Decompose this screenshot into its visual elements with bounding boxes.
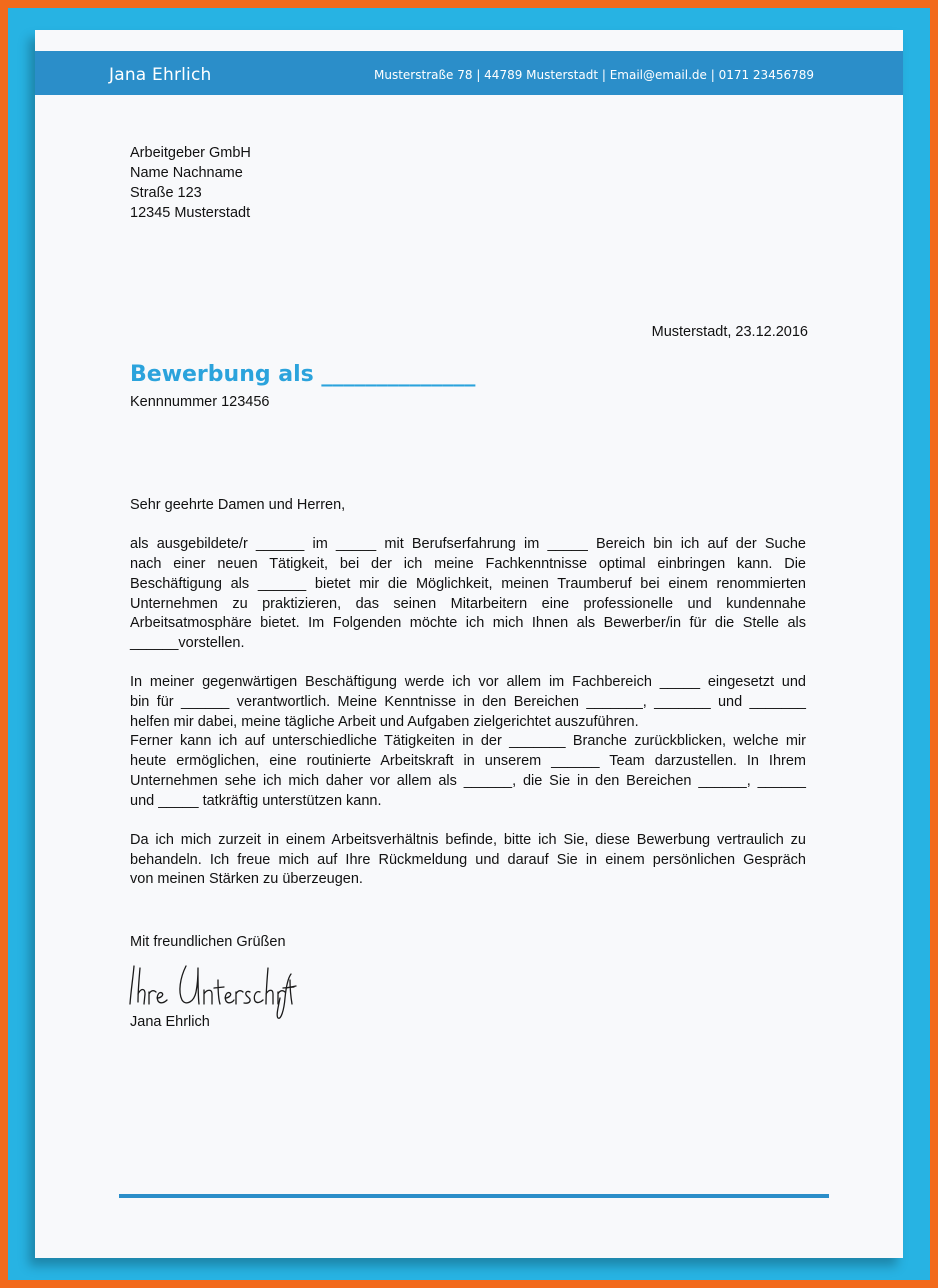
recipient-city: 12345 Musterstadt	[130, 205, 251, 221]
paragraph-2-line: und _____ tatkräftig unterstützen kann.	[130, 792, 382, 809]
reference-number: Kennnummer 123456	[130, 394, 270, 410]
footer-rule	[119, 1194, 829, 1198]
letter-page	[35, 30, 903, 1258]
paragraph-3	[130, 831, 806, 890]
paragraph-2-line: Ferner kann ich auf unterschiedliche Tätigkeiten in der _______ Branche zurückblicken, welche mir	[130, 733, 806, 750]
signer-name: Jana Ehrlich	[130, 1014, 210, 1030]
letter-date: Musterstadt, 23.12.2016	[651, 324, 808, 340]
paragraph-1-line: Unternehmen zu praktizieren, das seinen Mitarbeitern eine professionelle und kundennahe	[130, 595, 806, 612]
paragraph-1-line: ______vorstellen.	[130, 634, 245, 651]
paragraph-1-line: Beschäftigung als ______ bietet mir die Möglichkeit, meinen Traumberuf bei einem renommierten	[130, 575, 806, 592]
paragraph-2-line: In meiner gegenwärtigen Beschäftigung werde ich vor allem im Fachbereich _____ eingesetzt und	[130, 674, 806, 691]
recipient-company: Arbeitgeber GmbH	[130, 145, 251, 161]
letterhead-bar	[35, 51, 903, 95]
letter-subject: Bewerbung als ______________	[130, 362, 476, 387]
paragraph-3-line: Da ich mich zurzeit in einem Arbeitsverhältnis befinde, bitte ich Sie, diese Bewerbung vertraulich zu	[130, 831, 806, 848]
paragraph-3-line: behandeln. Ich freue mich auf Ihre Rückmeldung und darauf Sie in einem persönlichen Gespräch	[130, 851, 806, 868]
sender-name: Jana Ehrlich	[109, 65, 212, 85]
recipient-address	[130, 143, 251, 223]
handwritten-signature	[128, 958, 298, 1020]
paragraph-1-line: Arbeitsatmosphäre bietet. Im Folgenden möchte ich mich Ihnen als Bewerber/in für die Stelle als	[130, 615, 806, 632]
recipient-street: Straße 123	[130, 185, 202, 201]
paragraph-1-line: als ausgebildete/r ______ im _____ mit Berufserfahrung im _____ Bereich bin ich auf der Suche	[130, 536, 806, 553]
paragraph-1	[130, 535, 806, 653]
paragraph-2-line: bin für ______ verantwortlich. Meine Kenntnisse in den Bereichen _______, _______ und _______	[130, 694, 806, 710]
paragraph-3-line: von meinen Stärken zu überzeugen.	[130, 871, 363, 888]
recipient-person: Name Nachname	[130, 165, 243, 181]
sender-contact-line: Musterstraße 78 | 44789 Musterstadt | Email@email.de | 0171 23456789	[374, 68, 815, 82]
paragraph-1-line: nach einer neuen Tätigkeit, bei der ich meine Fachkenntnisse optimal einbringen kann. Die	[130, 556, 806, 573]
paragraph-2-line: heute ermöglichen, eine routinierte Arbeitskraft in unserem ______ Team darzustellen. In Ihrem	[130, 753, 806, 770]
paragraph-2-line: helfen mir dabei, meine tägliche Arbeit und Aufgaben zielgerichtet auszuführen.	[130, 713, 639, 730]
letter-body	[130, 496, 806, 910]
salutation: Sehr geehrte Damen und Herren,	[130, 497, 346, 513]
paragraph-2-line: Unternehmen sehe ich mich daher vor allem als ______, die Sie in den Bereichen ______, ______	[130, 772, 806, 789]
paragraph-2	[130, 673, 806, 811]
closing-phrase: Mit freundlichen Grüßen	[130, 934, 286, 950]
